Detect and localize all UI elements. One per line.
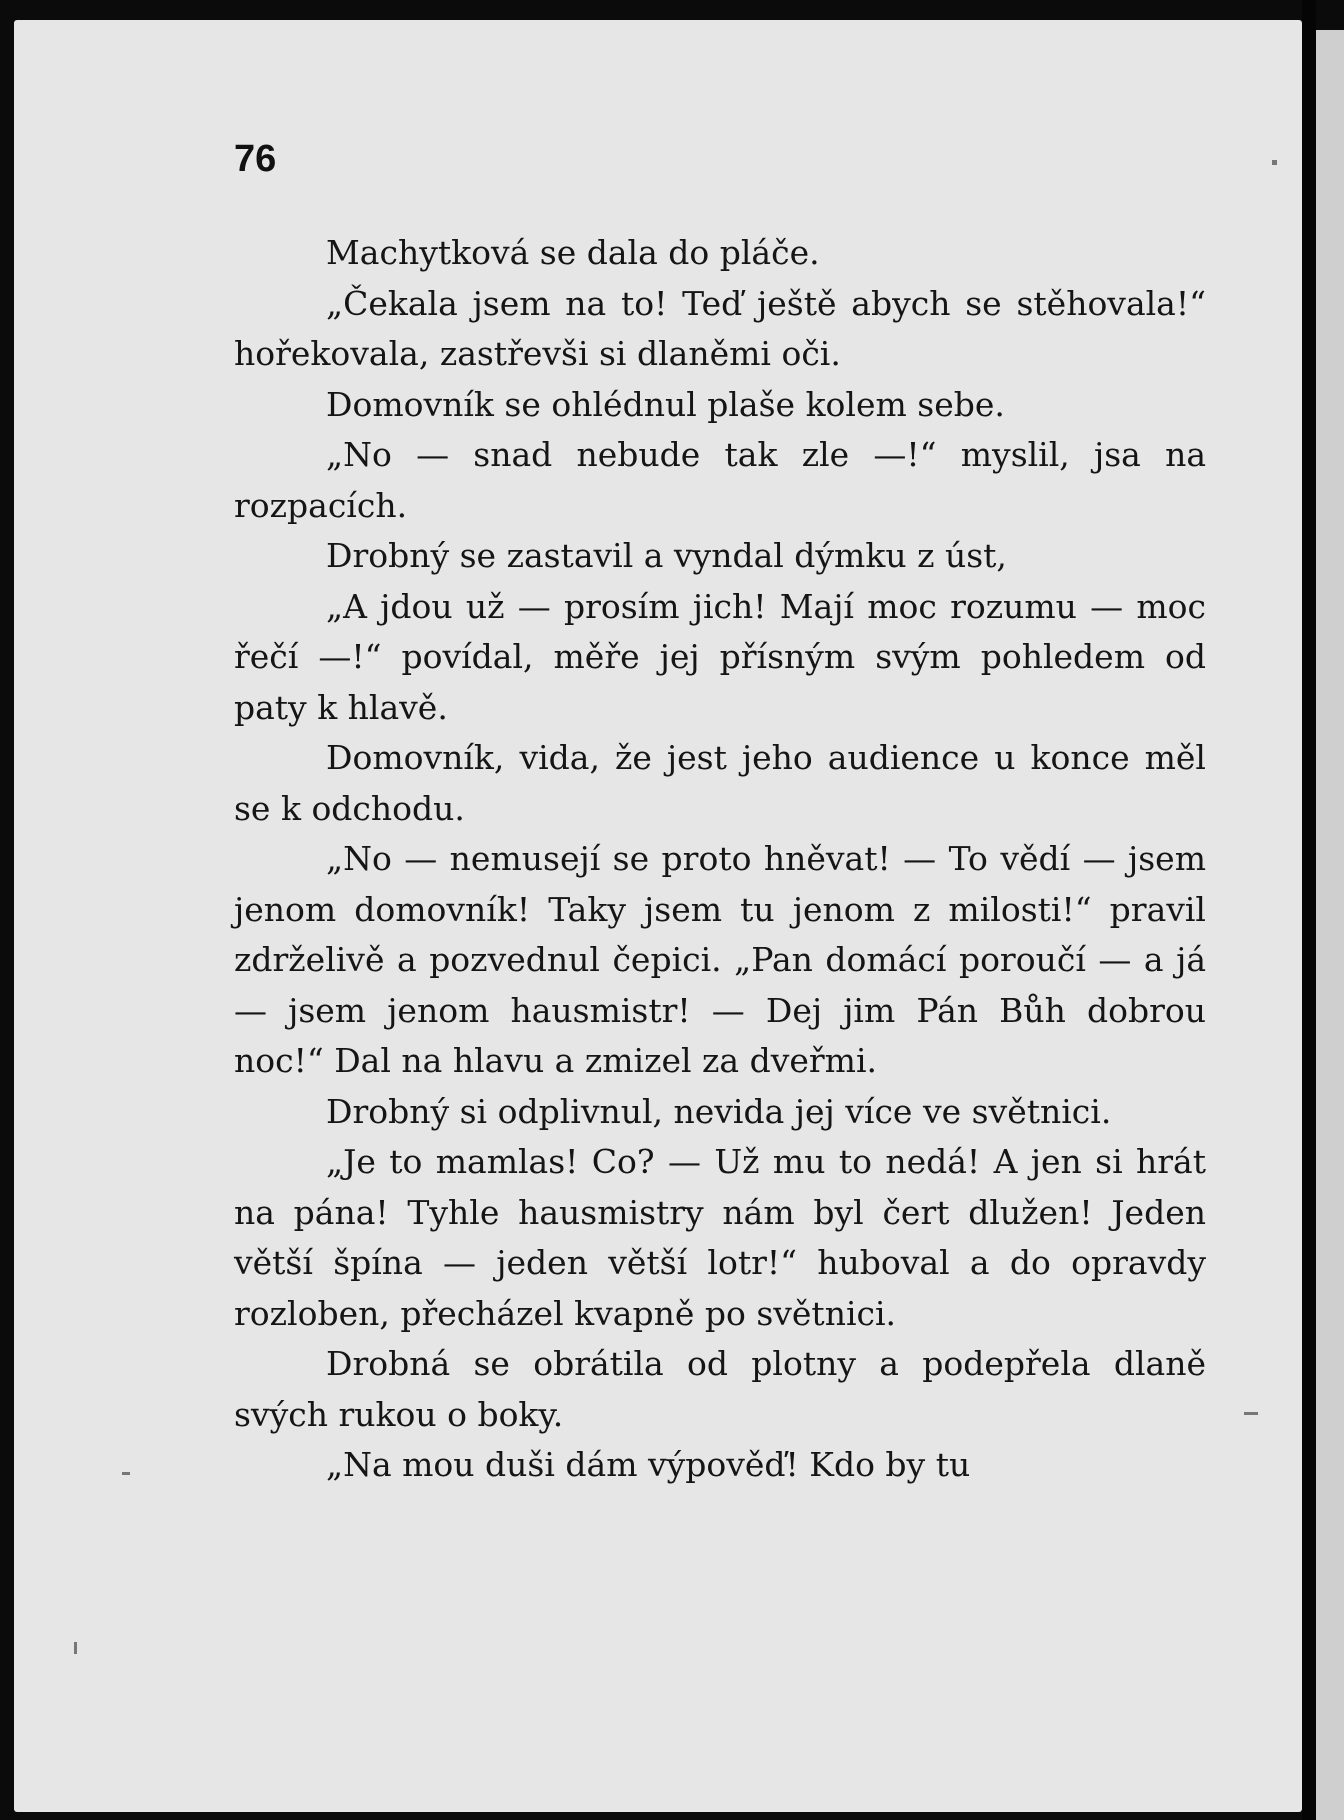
paragraph: Drobný se zastavil a vyndal dýmku z úst,: [326, 536, 1007, 575]
scan-speck: [1272, 160, 1277, 165]
paragraph: Machytková se dala do pláče.: [326, 233, 820, 272]
paragraph: „Je to mamlas! Co? — Už mu to nedá! A jen si hrát na pána! Tyhle hausmistry nám byl čert dlužen! Jeden větší špína — jeden větší lotr!“ huboval a do opravdy rozloben, přecházel kvapně po světnici.: [234, 1142, 1206, 1333]
paragraph: „Čekala jsem na to! Teď ještě abych se stěhovala!“ hořekovala, zastřevši si dlaněmi oči.: [234, 283, 1206, 373]
next-page-edge: [1316, 30, 1344, 1820]
paragraph: „No — snad nebude tak zle —!“ myslil, jsa na rozpacích.: [234, 435, 1206, 525]
paragraph: „No — nemusejí se proto hněvat! — To vědí — jsem jenom domovník! Taky jsem tu jenom z milosti!“ pravil zdrželivě a pozvednul čepici. „Pan domácí poroučí — a já — jsem jenom hausmistr! — Dej jim Pán Bůh dobrou noc!“ Dal na hlavu a zmizel za dveřmi.: [234, 839, 1206, 1080]
page-number: 76: [234, 138, 277, 180]
paragraph: „Na mou duši dám výpověď! Kdo by tu: [326, 1445, 971, 1484]
scan-speck: [74, 1642, 77, 1654]
paragraph: Domovník se ohlédnul plaše kolem sebe.: [326, 384, 1005, 424]
paragraph: Drobný si odplivnul, nevida jej více ve světnici.: [326, 1091, 1112, 1131]
paragraph: Domovník, vida, že jest jeho audience u konce měl se k odchodu.: [234, 738, 1206, 828]
body-text: [234, 228, 1206, 1491]
book-gutter: [1302, 0, 1316, 1820]
scan-speck: [122, 1472, 130, 1475]
scan-speck: [1244, 1412, 1258, 1415]
paragraph: „A jdou už — prosím jich! Mají moc rozumu — moc řečí —!“ povídal, měře jej přísným svým pohledem od paty k hlavě.: [234, 586, 1206, 727]
paragraph: Drobná se obrátila od plotny a podepřela dlaně svých rukou o boky.: [234, 1344, 1206, 1434]
